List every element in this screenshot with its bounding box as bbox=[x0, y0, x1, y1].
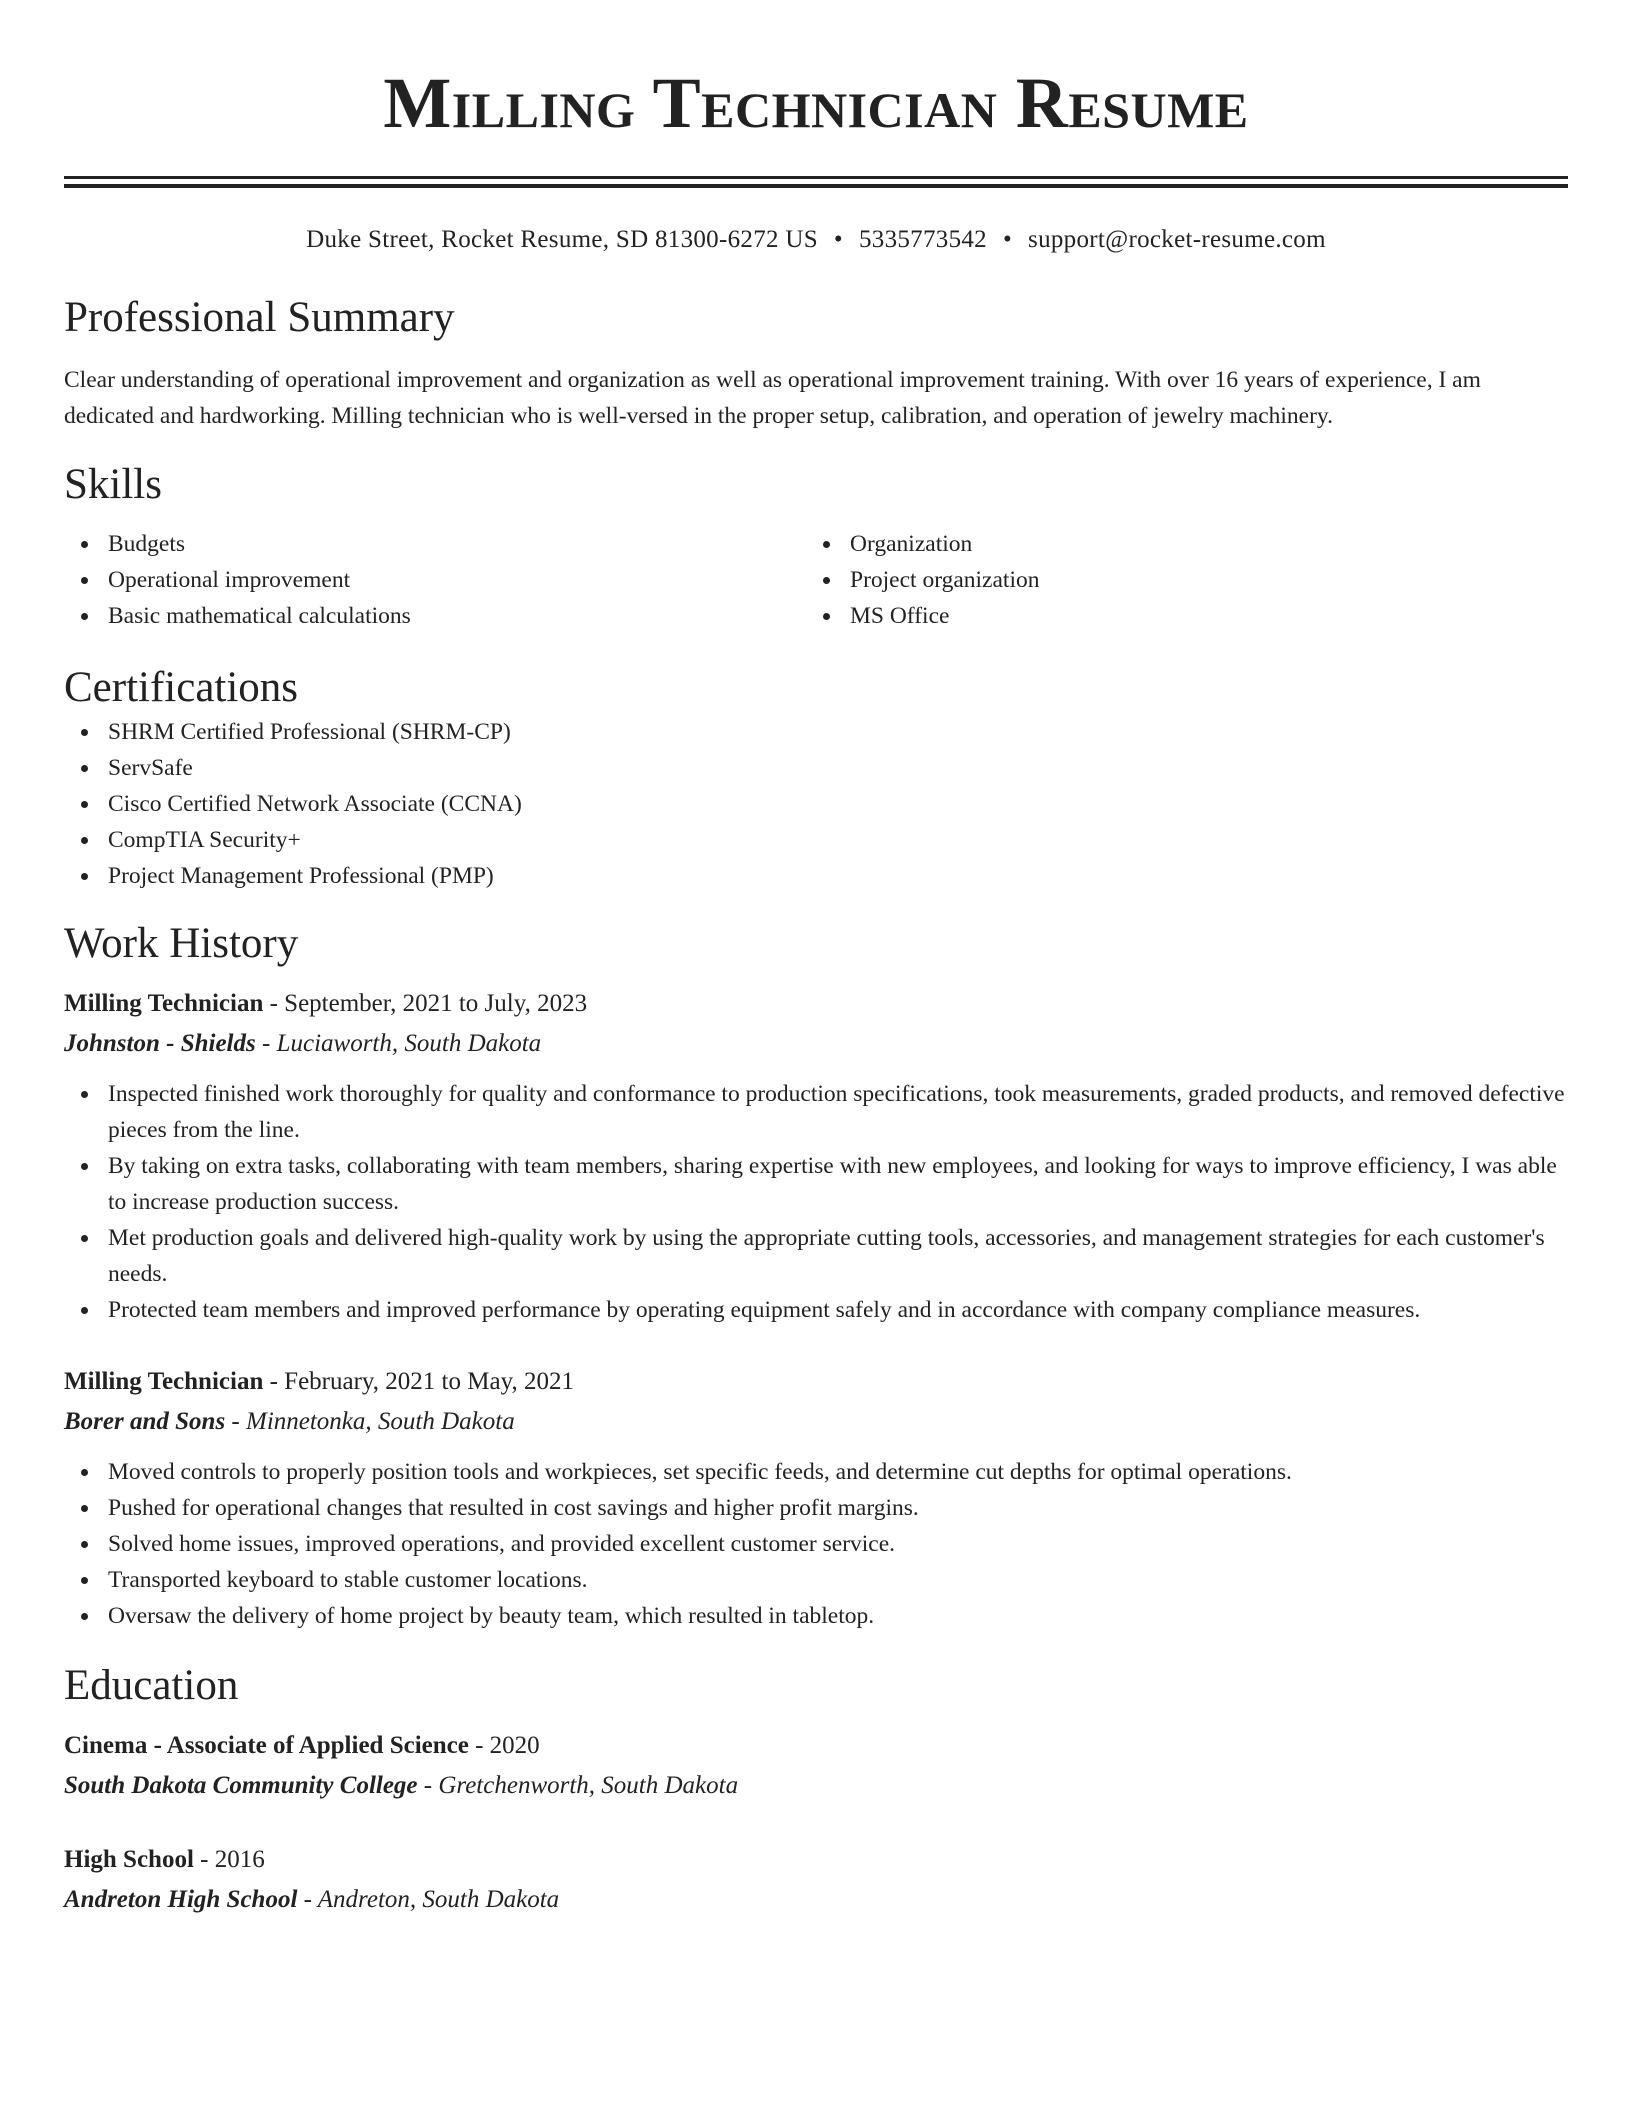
skill-item: Operational improvement bbox=[64, 562, 806, 598]
job-title-line bbox=[64, 1362, 1568, 1402]
contact-phone: 5335773542 bbox=[858, 226, 987, 253]
contact-separator: • bbox=[833, 226, 843, 253]
education-entry bbox=[64, 1840, 1568, 1920]
contact-email: support@rocket-resume.com bbox=[1028, 226, 1326, 253]
work-history-heading: Work History bbox=[64, 920, 299, 967]
job-entry bbox=[64, 984, 1568, 1328]
contact-separator: • bbox=[1002, 226, 1013, 253]
skill-item: MS Office bbox=[806, 598, 1548, 634]
job-bullets bbox=[64, 1454, 1568, 1634]
employer-location: - Minnetonka, South Dakota bbox=[225, 1408, 515, 1435]
contact-address: Duke Street, Rocket Resume, SD 81300-6272 US bbox=[306, 226, 818, 253]
job-bullet: Oversaw the delivery of home project by beauty team, which resulted in tabletop. bbox=[64, 1598, 1568, 1634]
skills-column-left bbox=[64, 526, 806, 634]
job-bullet: Pushed for operational changes that resulted in cost savings and higher profit margins. bbox=[64, 1490, 1568, 1526]
school-name: Andreton High School bbox=[64, 1886, 298, 1913]
skills-heading: Skills bbox=[64, 461, 162, 508]
certification-item: Cisco Certified Network Associate (CCNA) bbox=[64, 786, 1568, 822]
job-dates: - February, 2021 to May, 2021 bbox=[263, 1368, 574, 1395]
skill-item: Organization bbox=[806, 526, 1548, 562]
job-bullet: Protected team members and improved performance by operating equipment safely and in accordance with company compliance measures. bbox=[64, 1292, 1568, 1328]
school-location: - Andreton, South Dakota bbox=[297, 1886, 560, 1913]
certification-item: ServSafe bbox=[64, 750, 1568, 786]
employer-name: Johnston - Shields bbox=[64, 1030, 256, 1057]
job-bullet: Transported keyboard to stable customer locations. bbox=[64, 1562, 1568, 1598]
degree-line bbox=[64, 1840, 1568, 1880]
skills-list bbox=[64, 526, 1568, 634]
certifications-heading: Certifications bbox=[64, 664, 299, 711]
degree-line bbox=[64, 1726, 1568, 1766]
degree-name: High School bbox=[64, 1846, 194, 1873]
contact-line bbox=[64, 224, 1568, 256]
resume-title: Milling Technician Resume bbox=[383, 63, 1249, 143]
education-entry bbox=[64, 1726, 1568, 1806]
job-title: Milling Technician bbox=[64, 1368, 264, 1395]
job-bullet: Solved home issues, improved operations, and provided excellent customer service. bbox=[64, 1526, 1568, 1562]
school-line bbox=[64, 1880, 1568, 1920]
job-bullet: Moved controls to properly position tools and workpieces, set specific feeds, and determine cut depths for optimal operations. bbox=[64, 1454, 1568, 1490]
summary-heading: Professional Summary bbox=[64, 294, 455, 341]
job-bullet: Inspected finished work thoroughly for quality and conformance to production specifications, took measurements, graded products, and removed defective pieces from the line. bbox=[64, 1076, 1568, 1148]
graduation-year: - 2016 bbox=[193, 1846, 265, 1873]
certifications-list bbox=[64, 714, 1568, 894]
employer-name: Borer and Sons bbox=[64, 1408, 226, 1435]
skill-item: Project organization bbox=[806, 562, 1548, 598]
degree-name: Cinema - Associate of Applied Science bbox=[64, 1732, 469, 1759]
school-name: South Dakota Community College bbox=[64, 1772, 418, 1799]
job-title: Milling Technician bbox=[64, 990, 264, 1017]
job-dates: - September, 2021 to July, 2023 bbox=[263, 990, 588, 1017]
school-line bbox=[64, 1766, 1568, 1806]
skills-column-right bbox=[806, 526, 1548, 634]
employer-line bbox=[64, 1402, 1568, 1442]
skill-item: Budgets bbox=[64, 526, 806, 562]
employer-line bbox=[64, 1024, 1568, 1064]
certification-item: SHRM Certified Professional (SHRM-CP) bbox=[64, 714, 1568, 750]
job-bullet: By taking on extra tasks, collaborating with team members, sharing expertise with new employees, and looking for ways to improve efficiency, I was able to increase production success. bbox=[64, 1148, 1568, 1220]
education-heading: Education bbox=[64, 1662, 239, 1709]
employer-location: - Luciaworth, South Dakota bbox=[255, 1030, 542, 1057]
job-title-line bbox=[64, 984, 1568, 1024]
certification-item: Project Management Professional (PMP) bbox=[64, 858, 1568, 894]
job-bullets bbox=[64, 1076, 1568, 1328]
job-entry bbox=[64, 1362, 1568, 1634]
job-bullet: Met production goals and delivered high-quality work by using the appropriate cutting tools, accessories, and management strategies for each customer's needs. bbox=[64, 1220, 1568, 1292]
graduation-year: - 2020 bbox=[468, 1732, 540, 1759]
title-divider bbox=[64, 176, 1568, 188]
certification-item: CompTIA Security+ bbox=[64, 822, 1568, 858]
summary-text: Clear understanding of operational improvement and organization as well as operational improvement training. With over 16 years of experience, I am dedicated and hardworking. Milling technician who is well-versed in the proper setup, calibration, and operation of jewelry machinery. bbox=[64, 367, 1481, 429]
skill-item: Basic mathematical calculations bbox=[64, 598, 806, 634]
school-location: - Gretchenworth, South Dakota bbox=[417, 1772, 739, 1799]
